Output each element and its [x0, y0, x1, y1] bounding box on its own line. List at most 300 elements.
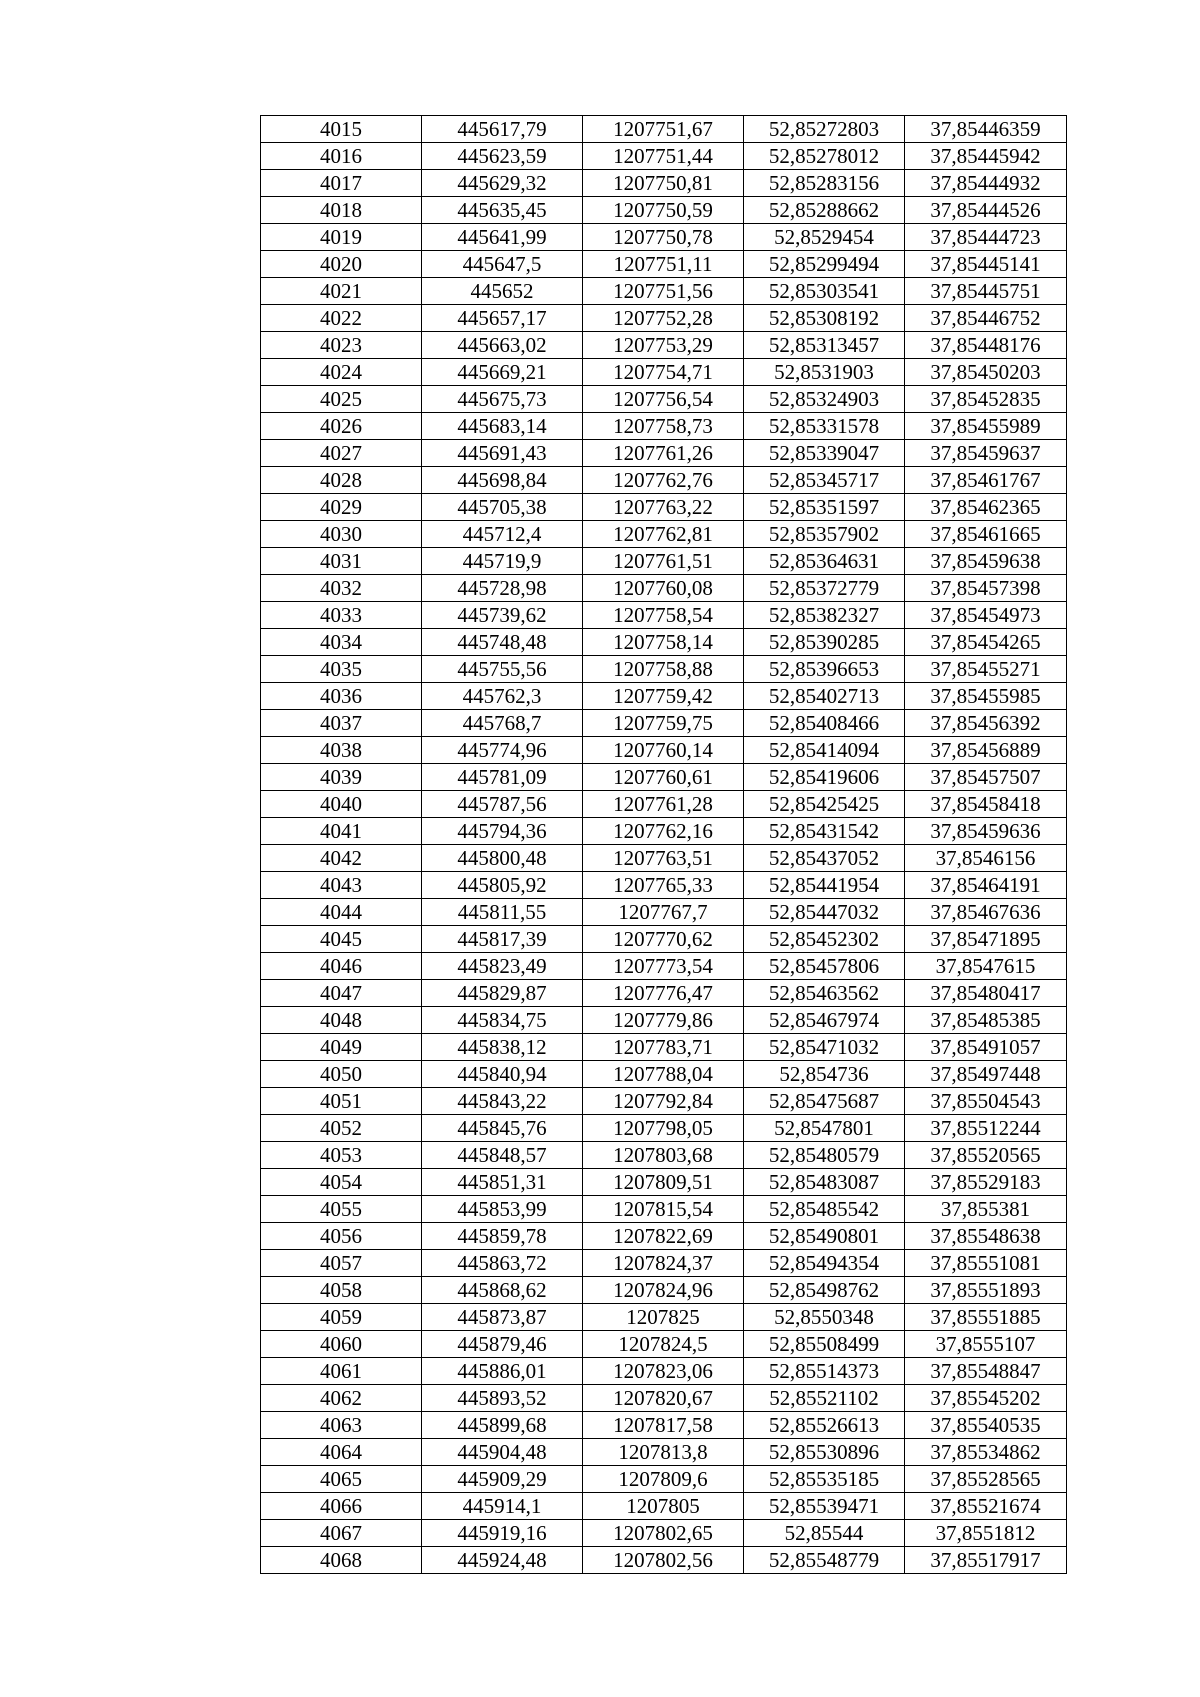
point-number-cell: 4044 — [261, 899, 422, 926]
longitude-cell: 37,85548847 — [905, 1358, 1067, 1385]
latitude-cell: 52,85408466 — [744, 710, 905, 737]
x-coordinate-cell: 445683,14 — [422, 413, 583, 440]
table-row — [261, 1331, 1067, 1358]
table-row — [261, 1547, 1067, 1574]
x-coordinate-cell: 445698,84 — [422, 467, 583, 494]
x-coordinate-cell: 445868,62 — [422, 1277, 583, 1304]
y-coordinate-cell: 1207754,71 — [583, 359, 744, 386]
point-number-cell: 4031 — [261, 548, 422, 575]
x-coordinate-cell: 445705,38 — [422, 494, 583, 521]
table-row — [261, 359, 1067, 386]
latitude-cell: 52,85471032 — [744, 1034, 905, 1061]
table-row — [261, 440, 1067, 467]
table-row — [261, 737, 1067, 764]
y-coordinate-cell: 1207802,65 — [583, 1520, 744, 1547]
x-coordinate-cell: 445919,16 — [422, 1520, 583, 1547]
table-row — [261, 1493, 1067, 1520]
longitude-cell: 37,85471895 — [905, 926, 1067, 953]
latitude-cell: 52,85345717 — [744, 467, 905, 494]
longitude-cell: 37,8551812 — [905, 1520, 1067, 1547]
latitude-cell: 52,85431542 — [744, 818, 905, 845]
longitude-cell: 37,85520565 — [905, 1142, 1067, 1169]
table-row — [261, 1466, 1067, 1493]
x-coordinate-cell: 445834,75 — [422, 1007, 583, 1034]
latitude-cell: 52,85324903 — [744, 386, 905, 413]
latitude-cell: 52,85494354 — [744, 1250, 905, 1277]
table-row — [261, 1088, 1067, 1115]
x-coordinate-cell: 445762,3 — [422, 683, 583, 710]
longitude-cell: 37,85504543 — [905, 1088, 1067, 1115]
table-row — [261, 305, 1067, 332]
point-number-cell: 4053 — [261, 1142, 422, 1169]
y-coordinate-cell: 1207756,54 — [583, 386, 744, 413]
y-coordinate-cell: 1207758,88 — [583, 656, 744, 683]
longitude-cell: 37,85457398 — [905, 575, 1067, 602]
table-row — [261, 899, 1067, 926]
latitude-cell: 52,8547801 — [744, 1115, 905, 1142]
latitude-cell: 52,854736 — [744, 1061, 905, 1088]
point-number-cell: 4025 — [261, 386, 422, 413]
y-coordinate-cell: 1207824,96 — [583, 1277, 744, 1304]
longitude-cell: 37,85529183 — [905, 1169, 1067, 1196]
point-number-cell: 4057 — [261, 1250, 422, 1277]
longitude-cell: 37,85455271 — [905, 656, 1067, 683]
longitude-cell: 37,85446752 — [905, 305, 1067, 332]
longitude-cell: 37,85551893 — [905, 1277, 1067, 1304]
point-number-cell: 4059 — [261, 1304, 422, 1331]
longitude-cell: 37,85517917 — [905, 1547, 1067, 1574]
latitude-cell: 52,85272803 — [744, 116, 905, 143]
x-coordinate-cell: 445848,57 — [422, 1142, 583, 1169]
table-row — [261, 1412, 1067, 1439]
point-number-cell: 4037 — [261, 710, 422, 737]
y-coordinate-cell: 1207761,51 — [583, 548, 744, 575]
coordinates-table — [260, 115, 1067, 1574]
latitude-cell: 52,85530896 — [744, 1439, 905, 1466]
latitude-cell: 52,85414094 — [744, 737, 905, 764]
longitude-cell: 37,85459636 — [905, 818, 1067, 845]
table-row — [261, 467, 1067, 494]
table-row — [261, 1007, 1067, 1034]
latitude-cell: 52,85425425 — [744, 791, 905, 818]
y-coordinate-cell: 1207763,51 — [583, 845, 744, 872]
y-coordinate-cell: 1207803,68 — [583, 1142, 744, 1169]
y-coordinate-cell: 1207822,69 — [583, 1223, 744, 1250]
x-coordinate-cell: 445728,98 — [422, 575, 583, 602]
x-coordinate-cell: 445840,94 — [422, 1061, 583, 1088]
x-coordinate-cell: 445893,52 — [422, 1385, 583, 1412]
longitude-cell: 37,8555107 — [905, 1331, 1067, 1358]
x-coordinate-cell: 445629,32 — [422, 170, 583, 197]
y-coordinate-cell: 1207750,59 — [583, 197, 744, 224]
latitude-cell: 52,8531903 — [744, 359, 905, 386]
table-row — [261, 764, 1067, 791]
table-row — [261, 1277, 1067, 1304]
table-row — [261, 386, 1067, 413]
table-row — [261, 818, 1067, 845]
x-coordinate-cell: 445899,68 — [422, 1412, 583, 1439]
table-row — [261, 143, 1067, 170]
x-coordinate-cell: 445843,22 — [422, 1088, 583, 1115]
longitude-cell: 37,85534862 — [905, 1439, 1067, 1466]
x-coordinate-cell: 445768,7 — [422, 710, 583, 737]
table-row — [261, 197, 1067, 224]
longitude-cell: 37,85467636 — [905, 899, 1067, 926]
point-number-cell: 4019 — [261, 224, 422, 251]
latitude-cell: 52,85419606 — [744, 764, 905, 791]
latitude-cell: 52,8529454 — [744, 224, 905, 251]
longitude-cell: 37,85521674 — [905, 1493, 1067, 1520]
table-row — [261, 980, 1067, 1007]
point-number-cell: 4020 — [261, 251, 422, 278]
table-row — [261, 413, 1067, 440]
point-number-cell: 4022 — [261, 305, 422, 332]
y-coordinate-cell: 1207751,44 — [583, 143, 744, 170]
y-coordinate-cell: 1207779,86 — [583, 1007, 744, 1034]
point-number-cell: 4021 — [261, 278, 422, 305]
table-row — [261, 710, 1067, 737]
x-coordinate-cell: 445719,9 — [422, 548, 583, 575]
point-number-cell: 4038 — [261, 737, 422, 764]
table-row — [261, 1034, 1067, 1061]
longitude-cell: 37,85551081 — [905, 1250, 1067, 1277]
point-number-cell: 4052 — [261, 1115, 422, 1142]
y-coordinate-cell: 1207753,29 — [583, 332, 744, 359]
y-coordinate-cell: 1207783,71 — [583, 1034, 744, 1061]
y-coordinate-cell: 1207770,62 — [583, 926, 744, 953]
point-number-cell: 4039 — [261, 764, 422, 791]
y-coordinate-cell: 1207825 — [583, 1304, 744, 1331]
x-coordinate-cell: 445838,12 — [422, 1034, 583, 1061]
y-coordinate-cell: 1207817,58 — [583, 1412, 744, 1439]
x-coordinate-cell: 445811,55 — [422, 899, 583, 926]
point-number-cell: 4043 — [261, 872, 422, 899]
point-number-cell: 4050 — [261, 1061, 422, 1088]
point-number-cell: 4066 — [261, 1493, 422, 1520]
y-coordinate-cell: 1207751,11 — [583, 251, 744, 278]
point-number-cell: 4015 — [261, 116, 422, 143]
longitude-cell: 37,85497448 — [905, 1061, 1067, 1088]
latitude-cell: 52,85351597 — [744, 494, 905, 521]
latitude-cell: 52,85283156 — [744, 170, 905, 197]
latitude-cell: 52,85521102 — [744, 1385, 905, 1412]
longitude-cell: 37,85445751 — [905, 278, 1067, 305]
longitude-cell: 37,8546156 — [905, 845, 1067, 872]
longitude-cell: 37,85461767 — [905, 467, 1067, 494]
x-coordinate-cell: 445781,09 — [422, 764, 583, 791]
x-coordinate-cell: 445712,4 — [422, 521, 583, 548]
x-coordinate-cell: 445675,73 — [422, 386, 583, 413]
longitude-cell: 37,85491057 — [905, 1034, 1067, 1061]
longitude-cell: 37,85548638 — [905, 1223, 1067, 1250]
table-row — [261, 575, 1067, 602]
latitude-cell: 52,85437052 — [744, 845, 905, 872]
x-coordinate-cell: 445787,56 — [422, 791, 583, 818]
longitude-cell: 37,85540535 — [905, 1412, 1067, 1439]
longitude-cell: 37,85461665 — [905, 521, 1067, 548]
y-coordinate-cell: 1207760,14 — [583, 737, 744, 764]
y-coordinate-cell: 1207760,61 — [583, 764, 744, 791]
latitude-cell: 52,85339047 — [744, 440, 905, 467]
latitude-cell: 52,85441954 — [744, 872, 905, 899]
x-coordinate-cell: 445691,43 — [422, 440, 583, 467]
y-coordinate-cell: 1207759,75 — [583, 710, 744, 737]
point-number-cell: 4051 — [261, 1088, 422, 1115]
table-row — [261, 629, 1067, 656]
latitude-cell: 52,85539471 — [744, 1493, 905, 1520]
latitude-cell: 52,85313457 — [744, 332, 905, 359]
longitude-cell: 37,85445141 — [905, 251, 1067, 278]
y-coordinate-cell: 1207798,05 — [583, 1115, 744, 1142]
table-row — [261, 1304, 1067, 1331]
x-coordinate-cell: 445805,92 — [422, 872, 583, 899]
longitude-cell: 37,85459637 — [905, 440, 1067, 467]
point-number-cell: 4028 — [261, 467, 422, 494]
y-coordinate-cell: 1207788,04 — [583, 1061, 744, 1088]
latitude-cell: 52,85396653 — [744, 656, 905, 683]
point-number-cell: 4067 — [261, 1520, 422, 1547]
point-number-cell: 4018 — [261, 197, 422, 224]
longitude-cell: 37,85452835 — [905, 386, 1067, 413]
longitude-cell: 37,85464191 — [905, 872, 1067, 899]
latitude-cell: 52,85364631 — [744, 548, 905, 575]
longitude-cell: 37,85545202 — [905, 1385, 1067, 1412]
y-coordinate-cell: 1207824,37 — [583, 1250, 744, 1277]
table-row — [261, 1385, 1067, 1412]
longitude-cell: 37,85480417 — [905, 980, 1067, 1007]
longitude-cell: 37,8547615 — [905, 953, 1067, 980]
y-coordinate-cell: 1207773,54 — [583, 953, 744, 980]
y-coordinate-cell: 1207752,28 — [583, 305, 744, 332]
table-row — [261, 521, 1067, 548]
latitude-cell: 52,85514373 — [744, 1358, 905, 1385]
latitude-cell: 52,85308192 — [744, 305, 905, 332]
x-coordinate-cell: 445669,21 — [422, 359, 583, 386]
point-number-cell: 4054 — [261, 1169, 422, 1196]
x-coordinate-cell: 445817,39 — [422, 926, 583, 953]
point-number-cell: 4026 — [261, 413, 422, 440]
x-coordinate-cell: 445924,48 — [422, 1547, 583, 1574]
longitude-cell: 37,85454265 — [905, 629, 1067, 656]
point-number-cell: 4032 — [261, 575, 422, 602]
y-coordinate-cell: 1207802,56 — [583, 1547, 744, 1574]
latitude-cell: 52,85498762 — [744, 1277, 905, 1304]
y-coordinate-cell: 1207823,06 — [583, 1358, 744, 1385]
table-row — [261, 1142, 1067, 1169]
table-row — [261, 251, 1067, 278]
latitude-cell: 52,85299494 — [744, 251, 905, 278]
y-coordinate-cell: 1207813,8 — [583, 1439, 744, 1466]
x-coordinate-cell: 445909,29 — [422, 1466, 583, 1493]
longitude-cell: 37,85485385 — [905, 1007, 1067, 1034]
point-number-cell: 4058 — [261, 1277, 422, 1304]
y-coordinate-cell: 1207824,5 — [583, 1331, 744, 1358]
point-number-cell: 4045 — [261, 926, 422, 953]
x-coordinate-cell: 445794,36 — [422, 818, 583, 845]
longitude-cell: 37,85444723 — [905, 224, 1067, 251]
point-number-cell: 4036 — [261, 683, 422, 710]
latitude-cell: 52,85480579 — [744, 1142, 905, 1169]
table-row — [261, 170, 1067, 197]
x-coordinate-cell: 445823,49 — [422, 953, 583, 980]
point-number-cell: 4060 — [261, 1331, 422, 1358]
y-coordinate-cell: 1207758,54 — [583, 602, 744, 629]
point-number-cell: 4027 — [261, 440, 422, 467]
x-coordinate-cell: 445879,46 — [422, 1331, 583, 1358]
latitude-cell: 52,85357902 — [744, 521, 905, 548]
table-row — [261, 116, 1067, 143]
x-coordinate-cell: 445845,76 — [422, 1115, 583, 1142]
y-coordinate-cell: 1207776,47 — [583, 980, 744, 1007]
latitude-cell: 52,85483087 — [744, 1169, 905, 1196]
table-row — [261, 224, 1067, 251]
x-coordinate-cell: 445851,31 — [422, 1169, 583, 1196]
y-coordinate-cell: 1207815,54 — [583, 1196, 744, 1223]
y-coordinate-cell: 1207809,51 — [583, 1169, 744, 1196]
y-coordinate-cell: 1207758,14 — [583, 629, 744, 656]
point-number-cell: 4041 — [261, 818, 422, 845]
point-number-cell: 4068 — [261, 1547, 422, 1574]
latitude-cell: 52,85526613 — [744, 1412, 905, 1439]
y-coordinate-cell: 1207761,28 — [583, 791, 744, 818]
point-number-cell: 4062 — [261, 1385, 422, 1412]
y-coordinate-cell: 1207760,08 — [583, 575, 744, 602]
table-row — [261, 872, 1067, 899]
x-coordinate-cell: 445657,17 — [422, 305, 583, 332]
y-coordinate-cell: 1207750,81 — [583, 170, 744, 197]
longitude-cell: 37,85455989 — [905, 413, 1067, 440]
point-number-cell: 4061 — [261, 1358, 422, 1385]
x-coordinate-cell: 445914,1 — [422, 1493, 583, 1520]
point-number-cell: 4033 — [261, 602, 422, 629]
y-coordinate-cell: 1207809,6 — [583, 1466, 744, 1493]
latitude-cell: 52,85303541 — [744, 278, 905, 305]
point-number-cell: 4065 — [261, 1466, 422, 1493]
y-coordinate-cell: 1207762,76 — [583, 467, 744, 494]
x-coordinate-cell: 445623,59 — [422, 143, 583, 170]
longitude-cell: 37,85462365 — [905, 494, 1067, 521]
point-number-cell: 4046 — [261, 953, 422, 980]
table-row — [261, 1250, 1067, 1277]
table-row — [261, 1115, 1067, 1142]
point-number-cell: 4016 — [261, 143, 422, 170]
table-row — [261, 1520, 1067, 1547]
x-coordinate-cell: 445739,62 — [422, 602, 583, 629]
longitude-cell: 37,85446359 — [905, 116, 1067, 143]
latitude-cell: 52,85467974 — [744, 1007, 905, 1034]
table-row — [261, 602, 1067, 629]
table-row — [261, 656, 1067, 683]
table-row — [261, 278, 1067, 305]
point-number-cell: 4035 — [261, 656, 422, 683]
y-coordinate-cell: 1207751,56 — [583, 278, 744, 305]
latitude-cell: 52,85457806 — [744, 953, 905, 980]
y-coordinate-cell: 1207759,42 — [583, 683, 744, 710]
latitude-cell: 52,85390285 — [744, 629, 905, 656]
latitude-cell: 52,85544 — [744, 1520, 905, 1547]
longitude-cell: 37,85457507 — [905, 764, 1067, 791]
table-row — [261, 332, 1067, 359]
x-coordinate-cell: 445904,48 — [422, 1439, 583, 1466]
y-coordinate-cell: 1207762,81 — [583, 521, 744, 548]
longitude-cell: 37,85445942 — [905, 143, 1067, 170]
y-coordinate-cell: 1207758,73 — [583, 413, 744, 440]
longitude-cell: 37,85448176 — [905, 332, 1067, 359]
y-coordinate-cell: 1207792,84 — [583, 1088, 744, 1115]
table-row — [261, 1358, 1067, 1385]
longitude-cell: 37,85455985 — [905, 683, 1067, 710]
point-number-cell: 4017 — [261, 170, 422, 197]
x-coordinate-cell: 445886,01 — [422, 1358, 583, 1385]
latitude-cell: 52,85463562 — [744, 980, 905, 1007]
x-coordinate-cell: 445641,99 — [422, 224, 583, 251]
table-row — [261, 1439, 1067, 1466]
y-coordinate-cell: 1207761,26 — [583, 440, 744, 467]
y-coordinate-cell: 1207805 — [583, 1493, 744, 1520]
point-number-cell: 4048 — [261, 1007, 422, 1034]
table-row — [261, 494, 1067, 521]
latitude-cell: 52,85331578 — [744, 413, 905, 440]
latitude-cell: 52,85508499 — [744, 1331, 905, 1358]
x-coordinate-cell: 445635,45 — [422, 197, 583, 224]
point-number-cell: 4042 — [261, 845, 422, 872]
table-row — [261, 791, 1067, 818]
x-coordinate-cell: 445873,87 — [422, 1304, 583, 1331]
latitude-cell: 52,85475687 — [744, 1088, 905, 1115]
longitude-cell: 37,85512244 — [905, 1115, 1067, 1142]
longitude-cell: 37,85458418 — [905, 791, 1067, 818]
table-row — [261, 683, 1067, 710]
longitude-cell: 37,85444932 — [905, 170, 1067, 197]
x-coordinate-cell: 445829,87 — [422, 980, 583, 1007]
latitude-cell: 52,8550348 — [744, 1304, 905, 1331]
latitude-cell: 52,85548779 — [744, 1547, 905, 1574]
table-row — [261, 548, 1067, 575]
point-number-cell: 4063 — [261, 1412, 422, 1439]
x-coordinate-cell: 445748,48 — [422, 629, 583, 656]
y-coordinate-cell: 1207767,7 — [583, 899, 744, 926]
table-row — [261, 926, 1067, 953]
x-coordinate-cell: 445863,72 — [422, 1250, 583, 1277]
y-coordinate-cell: 1207750,78 — [583, 224, 744, 251]
x-coordinate-cell: 445617,79 — [422, 116, 583, 143]
y-coordinate-cell: 1207751,67 — [583, 116, 744, 143]
point-number-cell: 4030 — [261, 521, 422, 548]
table-row — [261, 1223, 1067, 1250]
x-coordinate-cell: 445853,99 — [422, 1196, 583, 1223]
latitude-cell: 52,85288662 — [744, 197, 905, 224]
latitude-cell: 52,85447032 — [744, 899, 905, 926]
y-coordinate-cell: 1207762,16 — [583, 818, 744, 845]
latitude-cell: 52,85490801 — [744, 1223, 905, 1250]
table-row — [261, 1061, 1067, 1088]
x-coordinate-cell: 445755,56 — [422, 656, 583, 683]
latitude-cell: 52,85535185 — [744, 1466, 905, 1493]
table-row — [261, 845, 1067, 872]
longitude-cell: 37,85528565 — [905, 1466, 1067, 1493]
longitude-cell: 37,85456889 — [905, 737, 1067, 764]
table-row — [261, 1196, 1067, 1223]
point-number-cell: 4029 — [261, 494, 422, 521]
latitude-cell: 52,85382327 — [744, 602, 905, 629]
x-coordinate-cell: 445859,78 — [422, 1223, 583, 1250]
point-number-cell: 4047 — [261, 980, 422, 1007]
longitude-cell: 37,85454973 — [905, 602, 1067, 629]
point-number-cell: 4023 — [261, 332, 422, 359]
longitude-cell: 37,85444526 — [905, 197, 1067, 224]
x-coordinate-cell: 445647,5 — [422, 251, 583, 278]
longitude-cell: 37,85450203 — [905, 359, 1067, 386]
